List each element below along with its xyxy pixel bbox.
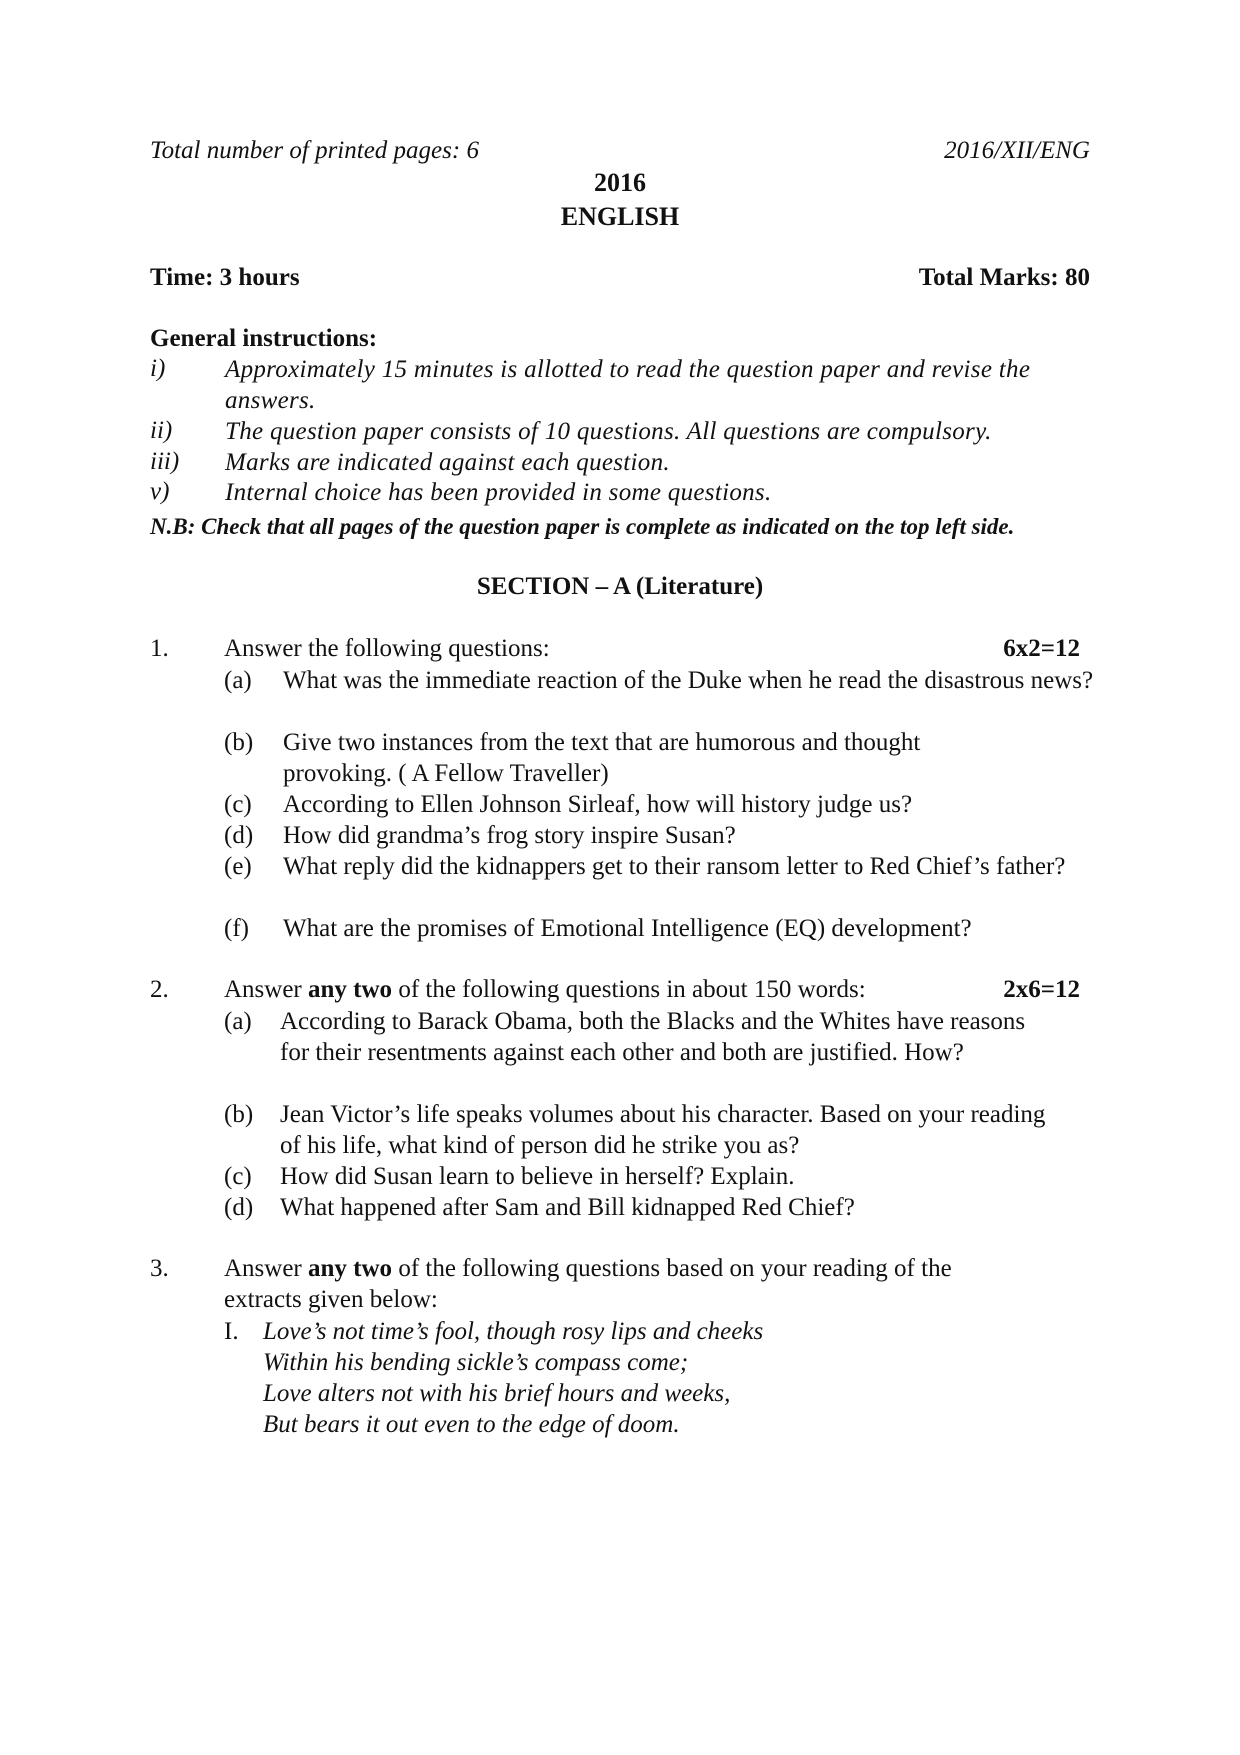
question-text-post: of the following questions in about 150 words: [392, 976, 866, 1003]
sub-question-label: (d) [224, 1194, 254, 1221]
subject-title: ENGLISH [560, 202, 680, 231]
instruction-number: ii) [150, 417, 173, 444]
sub-question-text: What happened after Sam and Bill kidnapped Red Chief? [280, 1194, 855, 1221]
question-number: 2. [150, 976, 169, 1003]
question-text-emphasis: any two [308, 1255, 393, 1282]
section-title: SECTION – A (Literature) [476, 573, 764, 600]
sub-question-text: What reply did the kidnappers get to their ransom letter to Red Chief’s father? [283, 853, 1066, 880]
question-text-emphasis: any two [308, 976, 393, 1003]
question-number: 3. [150, 1255, 169, 1282]
sub-question-text: Jean Victor’s life speaks volumes about his character. Based on your reading of his life, what kind of person did he strike you as? [280, 1101, 1046, 1159]
instruction-number: v) [150, 478, 170, 505]
sub-question-text: Give two instances from the text that are humorous and thought provoking. ( A Fellow Traveller) [283, 729, 921, 787]
paper-code: 2016/XII/ENG [944, 137, 1090, 164]
sub-question-text: How did Susan learn to believe in herself? Explain. [280, 1163, 795, 1190]
instruction-number: i) [150, 355, 166, 382]
question-text-continued: extracts given below: [224, 1286, 438, 1313]
sub-question-label: (e) [224, 853, 252, 880]
extract-label: I. [224, 1318, 239, 1345]
question-marks: 6x2=12 [1003, 635, 1080, 662]
sub-question-text: What was the immediate reaction of the Duke when he read the disastrous news? [283, 667, 1094, 694]
printed-pages-note: Total number of printed pages: 6 [150, 137, 479, 164]
sub-question-label: (c) [224, 791, 252, 818]
sub-question-text: According to Ellen Johnson Sirleaf, how will history judge us? [283, 791, 913, 818]
instructions-heading: General instructions: [150, 325, 378, 352]
question-text-pre: Answer [224, 976, 309, 1003]
sub-question-label: (b) [224, 729, 254, 756]
nb-note: N.B: Check that all pages of the question paper is complete as indicated on the top left side. [150, 514, 1015, 539]
question-text-post: of the following questions based on your reading of the [392, 1255, 952, 1282]
question-text: Answer the following questions: [224, 635, 550, 662]
question-text-pre: Answer [224, 1255, 309, 1282]
time-allowed: Time: 3 hours [150, 264, 300, 291]
sub-question-text: What are the promises of Emotional Intelligence (EQ) development? [283, 915, 972, 942]
sub-question-label: (b) [224, 1101, 254, 1128]
instruction-text: The question paper consists of 10 questions. All questions are compulsory. [225, 418, 992, 445]
instruction-text: Approximately 15 minutes is allotted to read the question paper and revise the answers. [225, 356, 1031, 414]
question-text [224, 975, 866, 1005]
sub-question-label: (d) [224, 822, 254, 849]
sub-question-label: (f) [224, 915, 249, 942]
question-text [224, 1254, 952, 1284]
sub-question-label: (a) [224, 1008, 252, 1035]
extract-line: But bears it out even to the edge of doom. [263, 1411, 680, 1438]
instruction-text: Marks are indicated against each question. [225, 449, 670, 476]
question-marks: 2x6=12 [1003, 976, 1080, 1003]
total-marks: Total Marks: 80 [918, 264, 1090, 291]
sub-question-label: (c) [224, 1163, 252, 1190]
extract-line: Love alters not with his brief hours and weeks, [263, 1380, 731, 1407]
sub-question-label: (a) [224, 667, 252, 694]
exam-year: 2016 [594, 168, 646, 197]
sub-question-text: How did grandma’s frog story inspire Susan? [283, 822, 736, 849]
extract-line: Within his bending sickle’s compass come; [263, 1349, 689, 1376]
instruction-number: iii) [150, 448, 180, 475]
extract-line: Love’s not time’s fool, though rosy lips and cheeks [263, 1318, 764, 1345]
instruction-text: Internal choice has been provided in some questions. [225, 479, 772, 506]
question-number: 1. [150, 635, 169, 662]
sub-question-text: According to Barack Obama, both the Blacks and the Whites have reasons for their resentments against each other and both are justified. How? [280, 1008, 1026, 1066]
